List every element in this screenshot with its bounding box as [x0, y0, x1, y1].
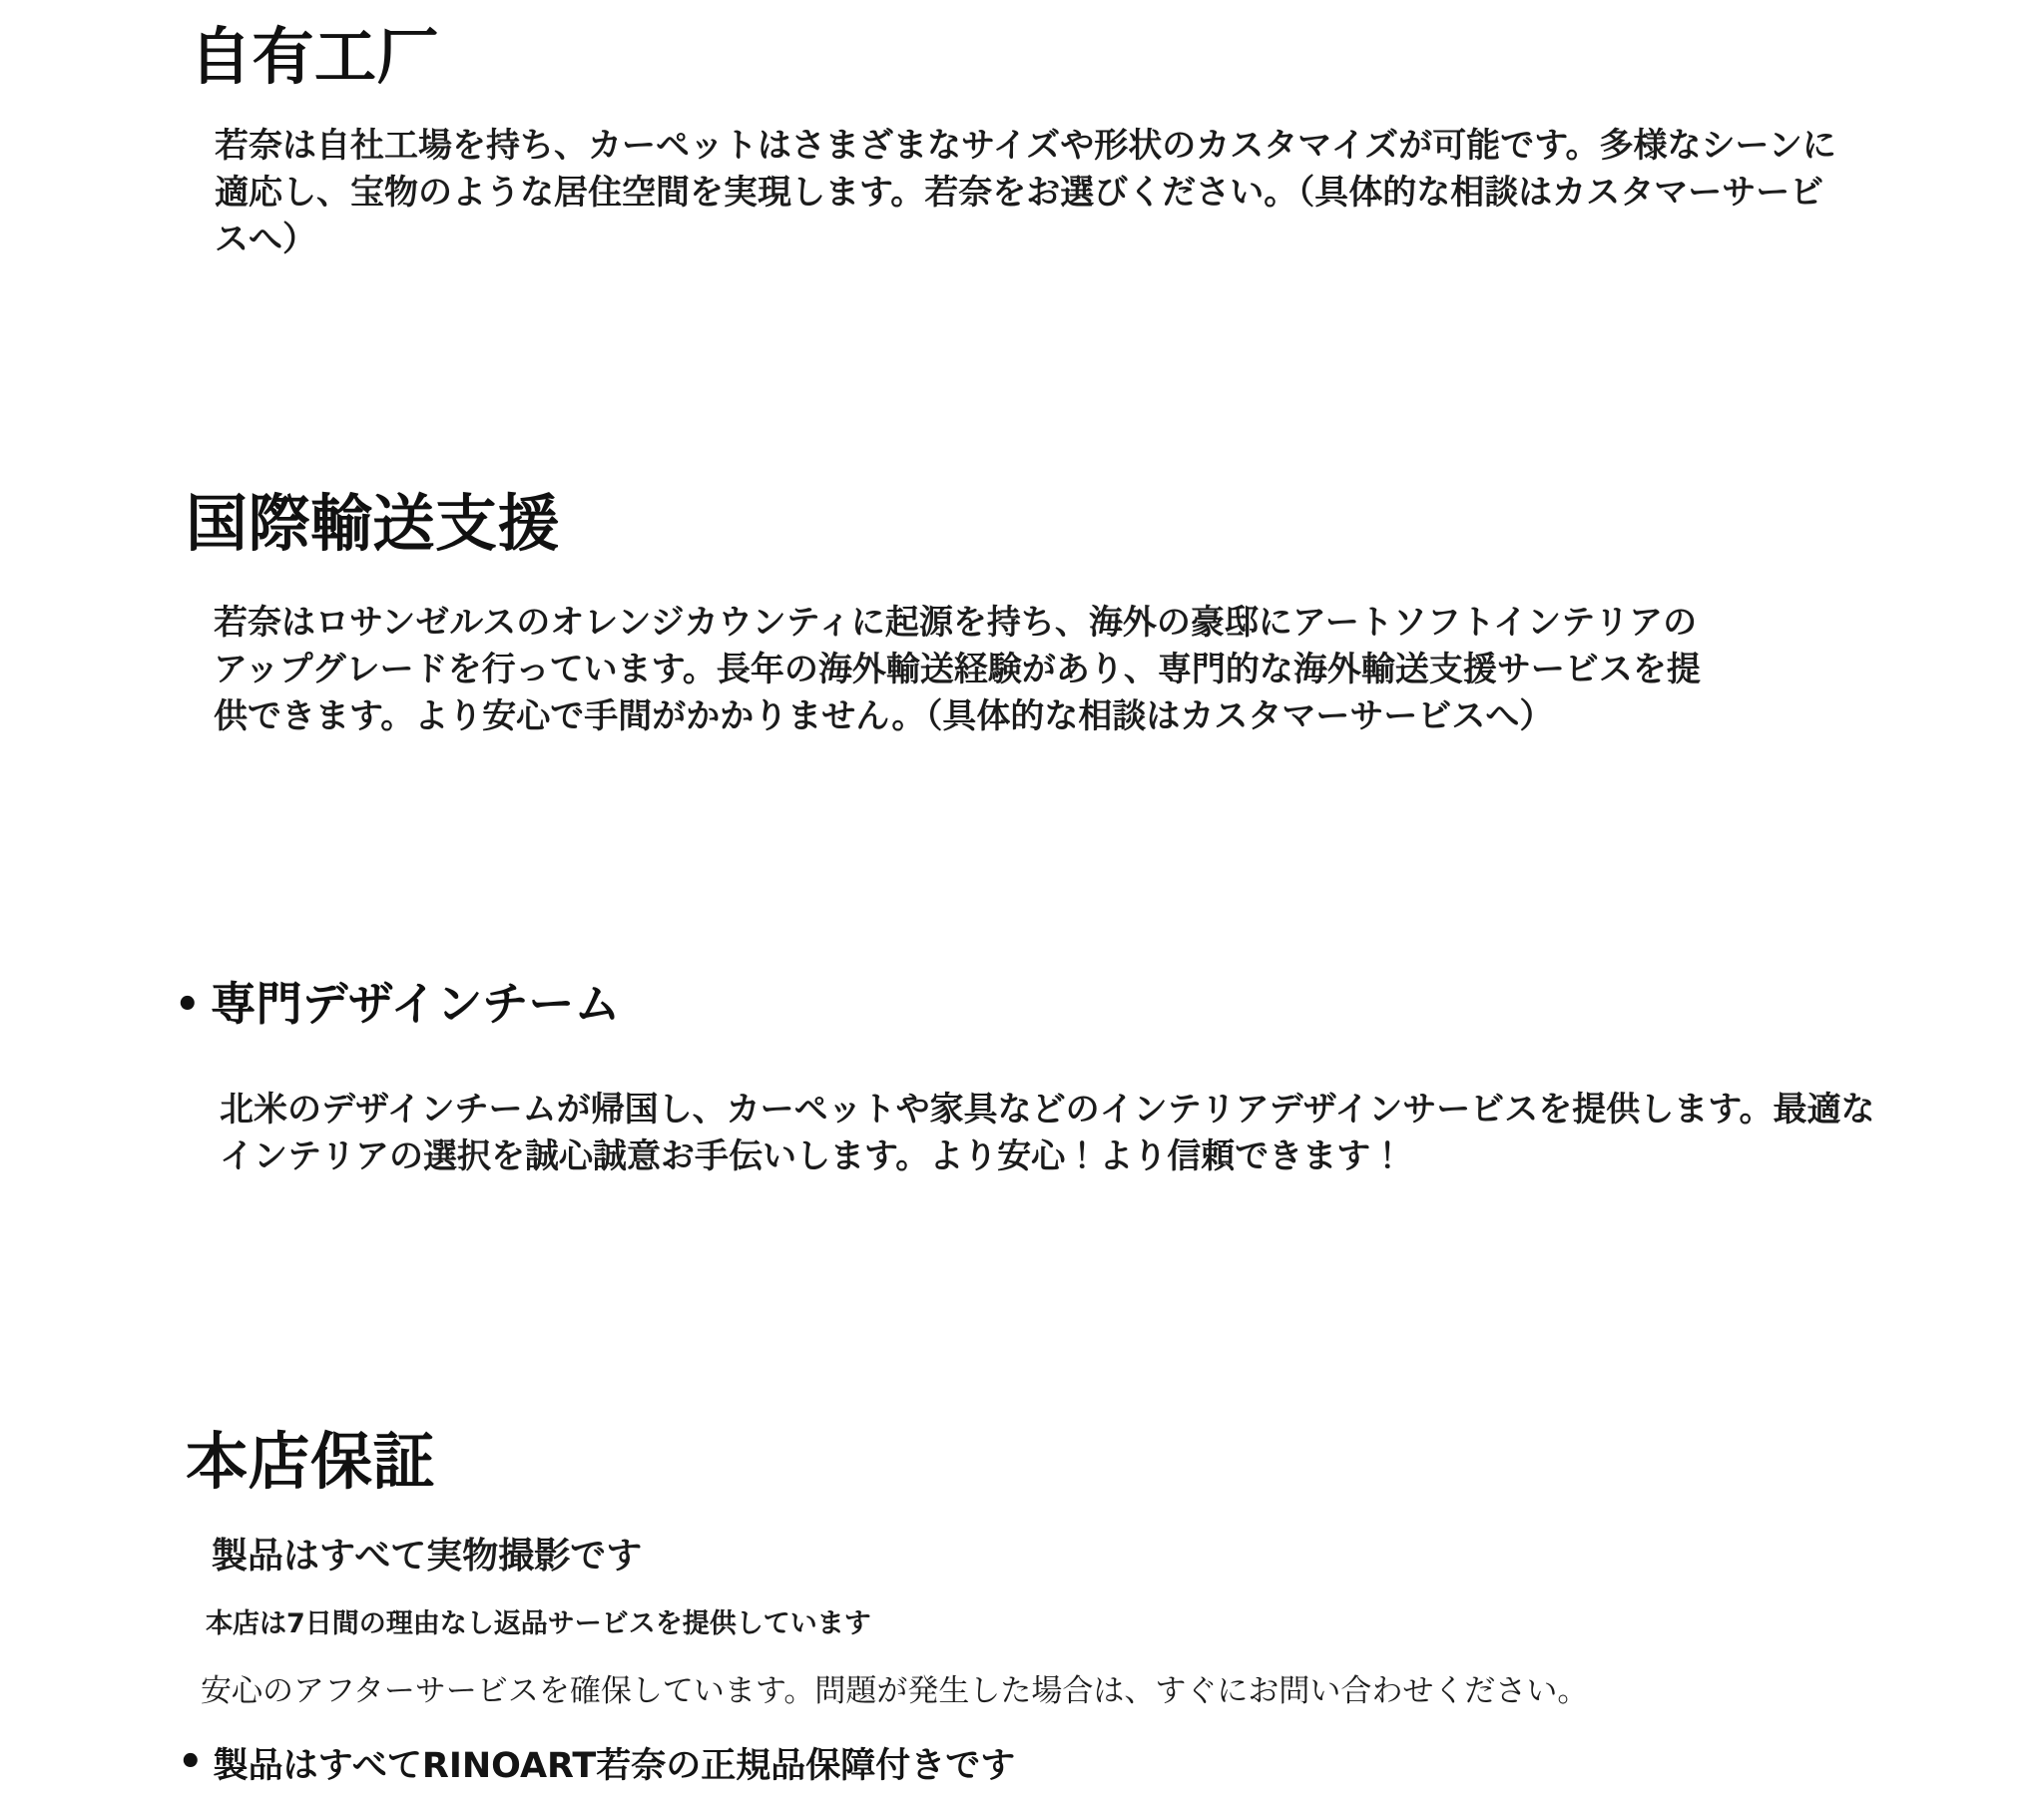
section-body-design-team: 北米のデザインチームが帰国し、カーペットや家具などのインテリアデザインサービスを提供します。最適なインテリアの選択を誠心誠意お手伝いします。より安心！より信頼できます！ [220, 1089, 1875, 1176]
bullet-point-icon: • [175, 982, 201, 1028]
section-international-shipping [186, 489, 1882, 740]
guarantee-line-authentic [178, 1738, 1922, 1790]
section-body-international-shipping: 若奈はロサンゼルスのオレンジカウンティに起源を持ち、海外の豪邸にアートソフトインテリアのアップグレードを行っています。長年の海外輸送経験があり、専門的な海外輸送支援サービスを提供できます。より安心で手間がかかりません。（具体的な相談はカスタマーサービスへ） [214, 603, 1701, 737]
section-store-guarantee [178, 1425, 1922, 1789]
section-heading-design-team [175, 978, 1911, 1031]
section-heading-international-shipping: 国際輸送支援 [186, 487, 561, 560]
section-own-factory [190, 22, 1886, 263]
guarantee-line-authentic-label: 製品はすべてRINOART若奈の正規品保障付きです [213, 1745, 1016, 1786]
guarantee-line-return-policy: 本店は7日間の理由なし返品サービスを提供しています [206, 1608, 871, 1640]
section-heading-design-team-label: 専門デザインチーム [210, 977, 621, 1031]
section-design-team [175, 978, 1911, 1180]
guarantee-line-after-service: 安心のアフターサービスを確保しています。問題が発生した場合は、すぐにお問い合わせください。 [201, 1673, 1589, 1710]
section-body-own-factory: 若奈は自社工場を持ち、カーペットはさまざまなサイズや形状のカスタマイズが可能です。多様なシーンに適応し、宝物のような居住空間を実現します。若奈をお選びください。（具体的な相談はカスタマーサービスへ） [215, 126, 1836, 260]
section-heading-own-factory: 自有工厂 [190, 20, 440, 93]
section-heading-store-guarantee: 本店保証 [186, 1425, 436, 1498]
guarantee-line-real-photos: 製品はすべて実物撮影です [212, 1536, 643, 1578]
bullet-point-icon-guarantee: • [178, 1738, 204, 1785]
